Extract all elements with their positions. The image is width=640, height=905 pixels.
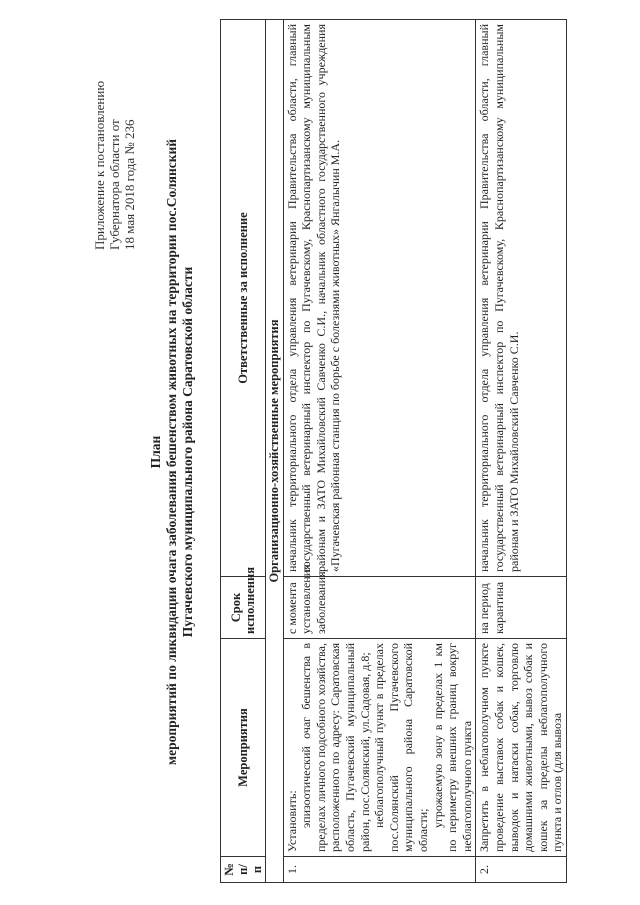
plan-table — [220, 19, 567, 883]
row-2-responsible: начальник территориального отдела управления ветеринарии Правительства области, главный государственный ветеринарный инспектор по Пугачевскому, Краснопартизанскому муниципальным районам и ЗАТО Михайловский Савченко С.И. — [476, 20, 567, 577]
appendix-line-3: 18 мая 2018 года № 236 — [122, 119, 137, 250]
row-1-action-p3: угрожаемую зону в пределах 1 км по периметру внешних границ вокруг неблагополучного пункта — [430, 643, 474, 852]
header-num: № п/п — [221, 857, 266, 883]
title-heading: План — [148, 435, 163, 469]
table-row — [283, 20, 476, 883]
row-1-responsible: начальник территориального отдела управления ветеринарии Правительства области, главный государственный ветеринарный инспектор по Пугачевскому, Краснопартизанскому муниципальным районам и ЗАТО Михайловский Савченко С.И., начальник областного государственного учреждения «Пугачевская районная станция по борьбе с болезнями животных» Янгалычин М.А. — [283, 20, 476, 577]
title-line-2: Пугачевского муниципального района Саратовской области — [180, 266, 195, 638]
row-1-action-intro: Установить: — [284, 790, 299, 852]
title-line-1: мероприятий по ликвидации очага заболевания бешенством животных на территории пос.Солянский — [164, 138, 179, 766]
section-row — [266, 20, 284, 883]
row-1-action-p2: неблагополучный пункт в пределах пос.Солянский Пугачевского муниципального района Саратовской области; — [372, 643, 430, 852]
row-1-num: 1. — [283, 857, 476, 883]
row-2-action: Запретить в неблагополучном пункте проведение выставок собак и кошек, выводок и натаски собак, торговлю домашними животными, вывоз собак и кошек за пределы неблагополучного пункта и отлов (для вывоза — [476, 639, 567, 857]
table-row — [476, 20, 567, 883]
appendix-line-2: Губернатора области от — [107, 119, 122, 250]
table-header-row — [221, 20, 266, 883]
row-2-num: 2. — [476, 857, 567, 883]
row-1-action — [283, 639, 476, 857]
row-2-term: на период карантина — [476, 577, 567, 639]
header-action: Мероприятия — [221, 639, 266, 857]
row-1-action-p1: эпизоотический очаг бешенства в пределах личного подсобного хозяйства, расположенного по адресу: Саратовская область, Пугачевский муниципальный район, пос.Солянский, ул.Садовая, д.8; — [299, 643, 372, 852]
header-term: Срок исполнения — [221, 577, 266, 639]
row-1-term: с момента установления заболевания — [283, 577, 476, 639]
section-title: Организационно-хозяйственные мероприятия — [266, 20, 284, 883]
appendix-note — [92, 30, 137, 250]
appendix-line-1: Приложение к постановлению — [92, 80, 107, 250]
document-title — [148, 19, 196, 885]
header-responsible: Ответственные за исполнение — [221, 20, 266, 577]
